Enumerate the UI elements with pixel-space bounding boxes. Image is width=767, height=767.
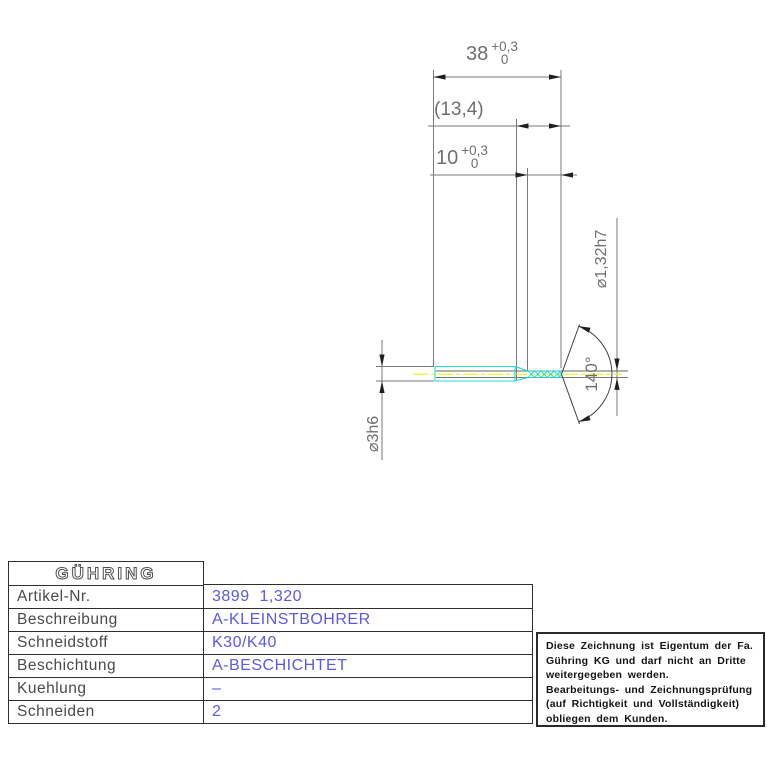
row-label-kuehlung: Kuehlung — [17, 680, 87, 697]
table-row — [9, 677, 203, 700]
table-row — [204, 585, 532, 608]
note-line: Gühring KG und darf nicht an Dritte — [546, 654, 746, 667]
note-line: weitergegeben werden. — [546, 669, 669, 682]
titleblock-value-column — [203, 584, 533, 724]
dim-flute-length — [436, 144, 488, 170]
row-label-schneiden: Schneiden — [17, 703, 95, 720]
table-row — [9, 585, 203, 608]
dim-drill-diameter: ⌀1,32h7 — [593, 229, 610, 289]
dimension-lines — [376, 70, 617, 460]
row-value-schneiden: 2 — [212, 703, 222, 720]
table-row — [9, 631, 203, 654]
table-row — [204, 631, 532, 654]
row-value-artikel-nr: 3899 1,320 — [212, 587, 303, 605]
dim-shank-diameter: ⌀3h6 — [365, 415, 382, 453]
table-row — [204, 700, 532, 723]
table-row — [9, 608, 203, 631]
note-line: Bearbeitungs- und Zeichnungsprüfung — [546, 683, 753, 696]
dim-point-angle: 140° — [582, 356, 601, 392]
logo-cell — [9, 562, 203, 585]
table-row — [204, 608, 532, 631]
row-label-artikel-nr: Artikel-Nr. — [17, 588, 91, 605]
dim-head-length: (13,4) — [434, 99, 484, 120]
dim-flute-length-tolerance: +0,3 0 — [461, 143, 488, 171]
table-row — [9, 700, 203, 723]
dim-flute-length-value: 10 — [436, 147, 459, 169]
dim-total-length-tolerance: +0,3 0 — [491, 39, 518, 67]
note-line: (auf Richtigkeit und Vollständigkeit) — [546, 698, 740, 711]
row-value-schneidstoff: K30/K40 — [212, 634, 277, 651]
row-label-schneidstoff: Schneidstoff — [17, 634, 109, 651]
table-row — [9, 654, 203, 677]
row-value-kuehlung: – — [212, 680, 222, 697]
table-row — [204, 654, 532, 677]
row-value-beschichtung: A-BESCHICHTET — [212, 657, 348, 674]
guehring-logo: GÜHRING — [55, 563, 157, 583]
note-line: obliegen dem Kunden. — [546, 712, 668, 725]
dim-total-length — [466, 40, 518, 66]
note-line: Diese Zeichnung ist Eigentum der Fa. — [546, 640, 753, 652]
ownership-note — [536, 632, 765, 727]
table-row — [204, 677, 532, 700]
dim-total-length-value: 38 — [466, 43, 489, 65]
titleblock-label-column — [8, 561, 204, 724]
row-label-beschreibung: Beschreibung — [17, 611, 118, 628]
row-value-beschreibung: A-KLEINSTBOHRER — [212, 611, 371, 628]
row-label-beschichtung: Beschichtung — [17, 657, 117, 674]
